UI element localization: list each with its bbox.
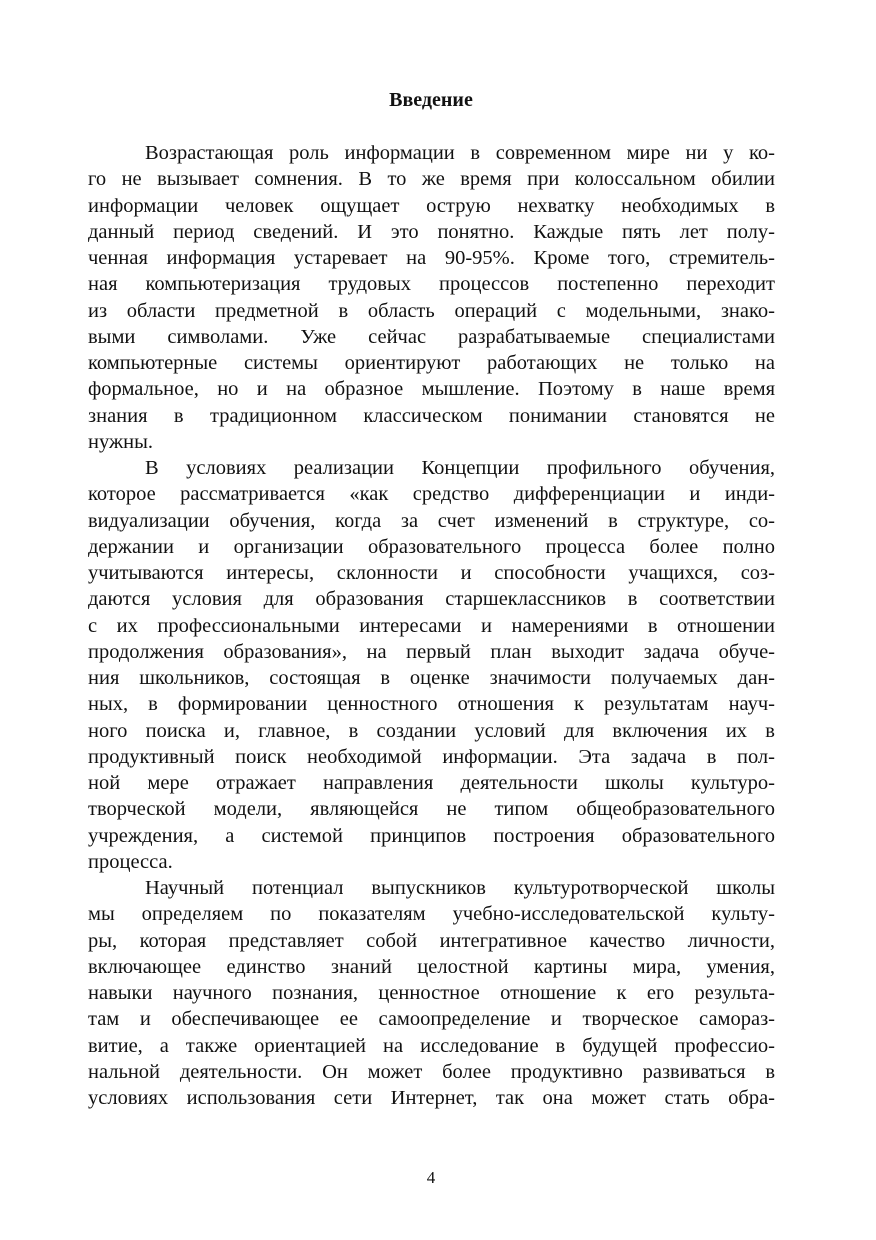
text-line: ных, в формировании ценностного отношения к результатам науч- (88, 693, 775, 716)
text-line: из области предметной в область операций с модельными, знако- (88, 299, 775, 322)
text-line: продуктивный поиск необходимой информации. Эта задача в пол- (88, 745, 775, 768)
page-number: 4 (426, 1168, 436, 1187)
text-line: нужны. (88, 430, 153, 453)
text-line: ченная информация устаревает на 90-95%. Кроме того, стремитель- (88, 247, 775, 269)
paragraph (88, 140, 775, 455)
text-line: там и обеспечивающее ее самоопределение и творческое самораз- (88, 1008, 775, 1031)
text-line: процесса. (88, 850, 173, 873)
text-line: условиях использования сети Интернет, так она может стать обра- (88, 1087, 775, 1109)
text-line: Возрастающая роль информации в современном мире ни у ко- (145, 142, 775, 164)
text-line: включающее единство знаний целостной картины мира, умения, (88, 955, 775, 978)
text-line: творческой модели, являющейся не типом общеобразовательного (88, 798, 775, 821)
text-line: ния школьников, состоящая в оценке значимости получаемых дан- (88, 667, 775, 689)
text-line: учреждения, а системой принципов построения образовательного (88, 824, 775, 847)
text-line: видуализации обучения, когда за счет изменений в структуре, со- (88, 509, 775, 532)
text-line: учитываются интересы, склонности и способности учащихся, соз- (88, 562, 775, 584)
text-line: даются условия для образования старшеклассников в соответствии (88, 588, 775, 611)
text-line: держании и организации образовательного процесса более полно (88, 535, 775, 558)
text-line: с их профессиональными интересами и намерениями в отношении (88, 614, 775, 637)
text-line: ного поиска и, главное, в создании условий для включения их в (88, 719, 775, 742)
text-line: В условиях реализации Концепции профильного обучения, (145, 457, 775, 479)
text-line: знания в традиционном классическом понимании становятся не (88, 404, 775, 427)
text-line: выми символами. Уже сейчас разрабатываемые специалистами (88, 325, 775, 348)
text-line: ры, которая представляет собой интегративное качество личности, (88, 929, 775, 952)
body-text (88, 140, 775, 1111)
paragraph (88, 455, 775, 875)
text-line: мы определяем по показателям учебно-исследовательской культу- (88, 903, 775, 926)
page-title: Введение (389, 89, 473, 111)
text-line: навыки научного познания, ценностное отношение к его результа- (88, 982, 775, 1004)
text-line: информации человек ощущает острую нехватку необходимых в (88, 194, 775, 217)
text-line: которое рассматривается «как средство дифференциации и инди- (88, 483, 775, 506)
text-line: продолжения образования», на первый план выходит задача обуче- (88, 640, 775, 663)
text-line: формальное, но и на образное мышление. Поэтому в наше время (88, 378, 775, 401)
text-line: компьютерные системы ориентируют работающих не только на (88, 352, 775, 374)
text-line: ная компьютеризация трудовых процессов постепенно переходит (88, 273, 775, 296)
text-line: витие, а также ориентацией на исследование в будущей профессио- (88, 1034, 775, 1057)
text-line: нальной деятельности. Он может более продуктивно развиваться в (88, 1060, 775, 1083)
text-line: ной мере отражает направления деятельности школы культуро- (88, 772, 775, 794)
text-line: Научный потенциал выпускников культуротворческой школы (145, 877, 775, 899)
paragraph (88, 875, 775, 1111)
text-line: го не вызывает сомнения. В то же время при колоссальном обилии (88, 168, 775, 191)
text-line: данный период сведений. И это понятно. Каждые пять лет полу- (88, 220, 775, 243)
